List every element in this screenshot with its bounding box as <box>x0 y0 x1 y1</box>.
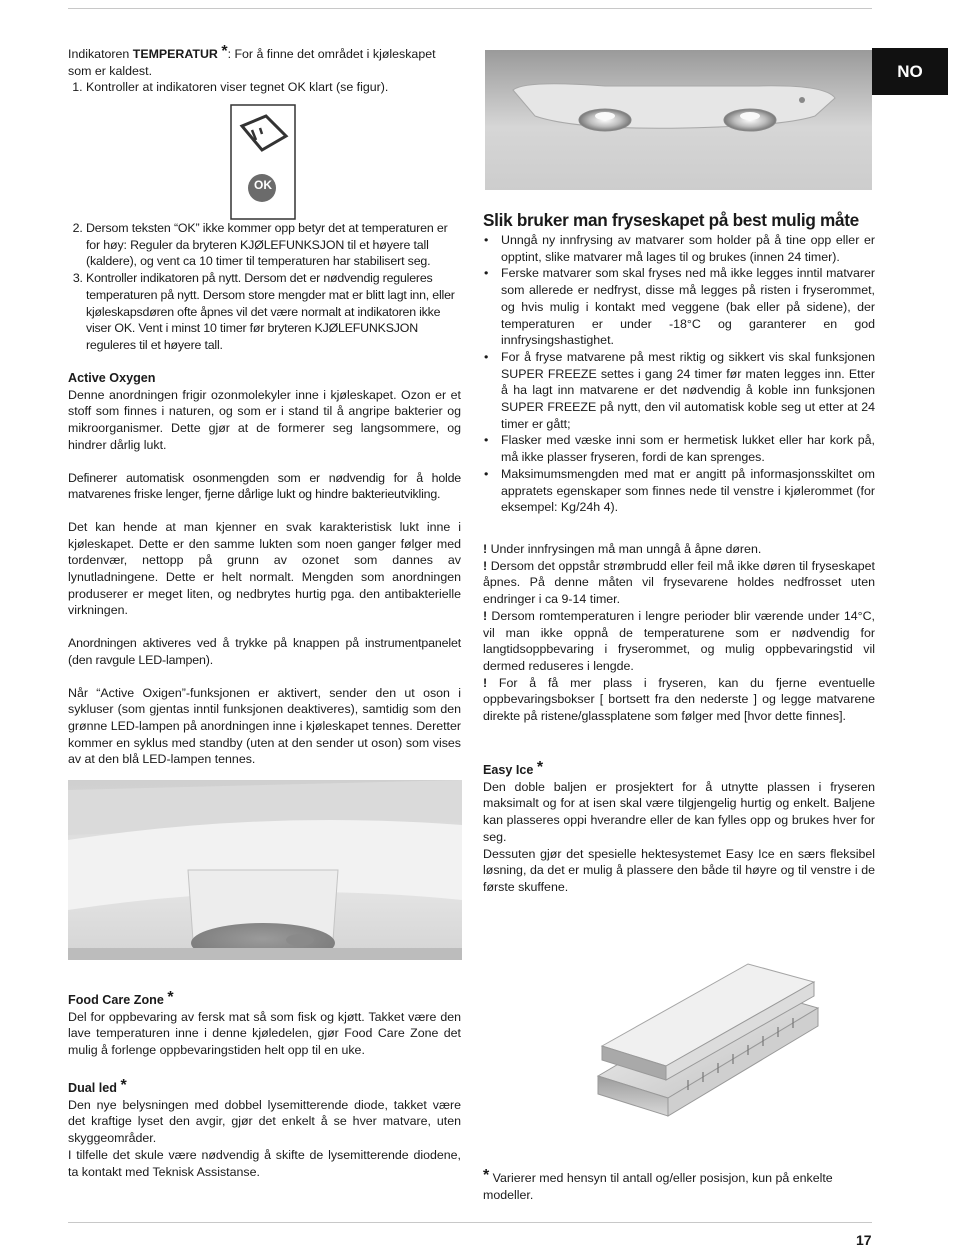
ao-paragraph-3: Det kan hende at man kjenner en svak karakteristisk lukt inne i kjøleskapet. Dette er den samme lukten som noen ganger følger med tordenvær, nettopp på grunn av ozonet som dannes av lynutladningene. Dette er helt normalt. Mengden som anordningen produserer er meget liten, og nedbrytes hurtig pga. den antibakterielle virkningen. <box>68 519 461 618</box>
food-care-text: Del for oppbevaring av fersk mat så som fisk og kjøtt. Takket være den lave temperaturen inne i denne kjøledelen, gjør Food Care Zone det mulig å forlenge oppbevaringstiden helt opp til en uke. <box>68 1009 461 1058</box>
active-oxygen-title: Active Oxygen <box>68 371 156 385</box>
temperatur-word: TEMPERATUR <box>132 47 218 61</box>
easy-ice-title: Easy Ice <box>483 763 534 777</box>
freezer-bullet-1: • Unngå ny innfrysing av matvarer som holder på å tine opp eller er opptint, slike matvarer må lages til og brukes (innen 24 timer). <box>501 232 875 265</box>
ao-paragraph-4: Anordningen aktiveres ved å trykke på knappen på instrumentpanelet (den ravgule LED-lampen). <box>68 636 461 667</box>
step-2: 2. Dersom teksten “OK” ikke kommer opp betyr det at temperaturen er for høy: Reguler da bryteren KJØLEFUNKSJON til et høyere tall (kaldere), og vent ca 10 timer til temperaturen har stabilisert seg. <box>86 220 462 270</box>
asterisk-footnote <box>483 1168 875 1203</box>
ao-paragraph-1: Denne anordningen frigir ozonmolekyler inne i kjøleskapet. Ozon er et stoff som finnes i naturen, og som er i stand til å angripe bakterier og mikroorganismer. Dette gjør at de formerer seg langsommere, og hindrer dårlig lukt. <box>68 387 461 452</box>
dual-led-paragraph-1: Den nye belysningen med dobbel lysemitterende diode, takket være det kraftige lyset den avgir, gjør det enkelt å se hver matvare, uten skyggeområder. <box>68 1097 461 1146</box>
dual-led-paragraph-2: I tilfelle det skule være nødvendig å skifte de lysemitterende diodene, ta kontakt med Teknisk Assistanse. <box>68 1147 461 1179</box>
page-number: 17 <box>856 1232 872 1248</box>
freezer-bullet-2: • Ferske matvarer som skal fryses ned må ikke legges inntil matvarer som allerede er nedfryst, disse må legges på risten i fryserommet, og hvis mulig i kontakt med veggene (bak eller på sidene), der temperaturen er under -18°C og garanterer en god innfrysingshastighet. <box>501 265 875 349</box>
food-care-asterisk: * <box>167 989 174 1006</box>
warning-1: Under innfrysingen må man unngå å åpne døren. <box>487 542 762 556</box>
temperature-steps <box>68 220 462 354</box>
warn-mark-4: ! <box>483 675 488 690</box>
intro-text-b: : For å finne det området i kjøleskapet som er kaldest. <box>68 47 436 78</box>
temperature-indicator-figure <box>230 104 296 220</box>
ao-paragraph-5: Når “Active Oxigen”-funksjonen er aktivert, sender den ut oson i sykluser (som gjentas inntil funksjonen deaktiveres), samtidig som den grønne LED-lampen på anordningen inne i kjøleskapet tennes. Deretter kommer en syklus med standby (uten at den sender ut oson) som vises av at den blå LED-lampen tennes. <box>68 685 461 767</box>
easy-ice-paragraph-2: Dessuten gjør det spesielle hektesystemet Easy Ice en særs fleksibel løsning, da det er mulig å plassere den både til høyre og til venstre i de første skuffene. <box>483 846 875 894</box>
active-oxygen-section <box>68 370 461 768</box>
step-3: 3. Kontroller indikatoren på nytt. Dersom det er nødvendig reguleres temperaturen på nytt. Dersom store mengder mat er blitt lagt inn, eller kjøleskapsdøren ofte åpnes vil det være normalt at indikatoren ikke viser OK. Vent i minst 10 timer før bryteren KJØLEFUNKSJON reguleres til et høyere tall. <box>86 270 462 354</box>
warn-mark-1: ! <box>483 542 488 556</box>
top-rule <box>68 8 872 9</box>
dual-led-title: Dual led <box>68 1081 117 1095</box>
food-care-section <box>68 990 461 1059</box>
freezer-bullet-4: • Flasker med væske inni som er hermetisk lukket eller har kork på, må ikke plasser fryseren, fordi de kan sprenges. <box>501 432 875 465</box>
bottom-rule <box>68 1222 872 1223</box>
easy-ice-paragraph-1: Den doble baljen er prosjektert for å utnytte plassen i fryseren maksimalt og for at isen skal være tilgjengelig hurtig og enkelt. Baljene kan plasseres oppi hverandre eller de kan fylles opp og brukes hver for seg. <box>483 779 875 844</box>
warn-mark-3: ! <box>483 608 488 623</box>
easy-ice-photo <box>578 958 844 1128</box>
dual-led-section <box>68 1078 461 1180</box>
active-oxygen-photo <box>68 780 462 960</box>
freezer-title: Slik bruker man fryseskapet på best mulig måte <box>483 210 859 230</box>
language-tab: NO <box>872 48 948 95</box>
warning-3: Dersom romtemperaturen i lengre perioder blir værende under 14°C, vil man ikke oppnå de temperaturene som er nødvendig for langtidsoppbevaring i fryserommet, og mulig oppbevaringstid vil dermed reduseres i lengde. <box>483 608 875 673</box>
freezer-section <box>483 210 875 516</box>
warning-4: For å få mer plass i fryseren, kan du fjerne eventuelle oppbevaringsbokser [ bortsett fra den nederste ] og legge matvarene direkte på ristene/glassplatene som følger med [hvor dette finnes]. <box>483 675 875 724</box>
asterisk-mark: * <box>221 43 228 60</box>
food-care-title: Food Care Zone <box>68 993 164 1007</box>
warning-2: Dersom det oppstår strømbrudd eller feil må ikke døren til fryseskapet åpnes. På denne måten vil frysevarene holdes nedfrosset uten endringer i ca 9-14 timer. <box>483 558 875 607</box>
freezer-bullet-3: • For å fryse matvarene på mest riktig og sikkert vis skal funksjonen SUPER FREEZE settes i gang 24 timer før maten legges inn. Etter å ha lagt inn matvarene er det nødvendig å koble inn funksjonen SUPER FREEZE på nytt, den vil automatisk koble seg ut etter at 24 timer er gått; <box>501 349 875 433</box>
easy-ice-section <box>483 760 875 896</box>
ao-paragraph-2: Definerer automatisk osonmengden som er nødvendig for å holde matvarenes friske lenger, fjerne dårlige lukt og hindre bakterieutvikling. <box>68 470 461 502</box>
ok-label: OK <box>254 178 272 192</box>
intro-text-a: Indikatoren <box>68 47 133 61</box>
footnote-text: Varierer med hensyn til antall og/eller posisjon, kun på enkelte modeller. <box>483 1171 833 1202</box>
freezer-warnings <box>483 541 875 725</box>
footnote-asterisk: * <box>483 1167 490 1184</box>
warn-mark-2: ! <box>483 558 488 573</box>
step-1: 1. Kontroller at indikatoren viser tegnet OK klart (se figur). <box>86 79 461 96</box>
dual-led-asterisk: * <box>120 1077 127 1094</box>
temperature-intro <box>68 44 461 96</box>
freezer-bullet-5: • Maksimumsmengden med mat er angitt på informasjonsskiltet om appratets egenskaper som finnes nede til venstre i kjølerommet (for eksempel: Kg/24h 4). <box>501 466 875 516</box>
easy-ice-asterisk: * <box>536 759 544 776</box>
dual-led-photo <box>485 50 872 190</box>
